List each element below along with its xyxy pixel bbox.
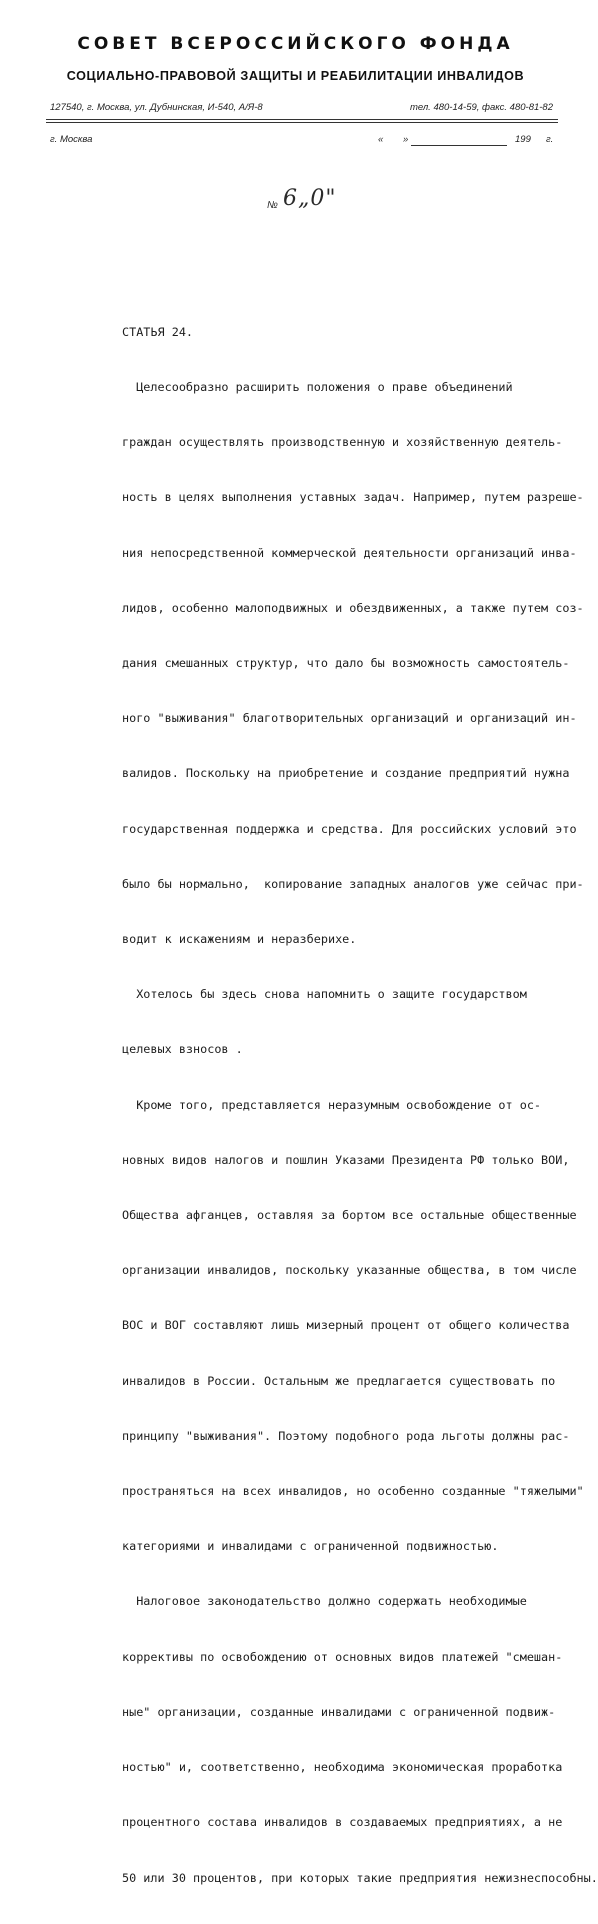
body-line: ного "выживания" благотворительных организаций и организаций ин- <box>122 711 577 726</box>
body-line: ВОС и ВОГ составляют лишь мизерный процент от общего количества <box>122 1318 570 1333</box>
date-open-quote: « <box>378 134 384 145</box>
body-line: принципу "выживания". Поэтому подобного рода льготы должны рас- <box>122 1428 570 1443</box>
org-address: 127540, г. Москва, ул. Дубнинская, И-540, А/Я-8 <box>50 102 263 113</box>
article-body <box>122 286 598 1924</box>
date-year: 199 <box>515 134 531 145</box>
body-line: Хотелось бы здесь снова напомнить о защите государством <box>122 987 527 1002</box>
letterhead-rule-thin <box>46 122 558 123</box>
org-title: СОВЕТ ВСЕРОССИЙСКОГО ФОНДА <box>77 34 514 54</box>
body-line: новных видов налогов и пошлин Указами Президента РФ только ВОИ, <box>122 1152 570 1167</box>
body-line: дания смешанных структур, что дало бы возможность самостоятель- <box>122 656 570 671</box>
body-line: 50 или 30 процентов, при которых такие предприятия нежизнеспособны. <box>122 1870 598 1885</box>
org-subtitle: СОЦИАЛЬНО-ПРАВОВОЙ ЗАЩИТЫ И РЕАБИЛИТАЦИИ ИНВАЛИДОВ <box>66 69 525 83</box>
registration-number-handwritten: 6„0" <box>283 186 337 211</box>
article-heading: СТАТЬЯ 24. <box>122 324 194 339</box>
body-line: лидов, особенно малоподвижных и обездвиженных, а также путем соз- <box>122 600 584 615</box>
body-line: категориями и инвалидами с ограниченной подвижностью. <box>122 1539 499 1554</box>
body-line: ностью" и, соответственно, необходима экономическая проработка <box>122 1760 563 1775</box>
body-line: ния непосредственной коммерческой деятельности организаций инва- <box>122 545 577 560</box>
date-field <box>378 134 558 148</box>
body-line: валидов. Поскольку на приобретение и создание предприятий нужна <box>122 766 570 781</box>
body-line: граждан осуществлять производственную и хозяйственную деятель- <box>122 435 563 450</box>
body-line: процентного состава инвалидов в создаваемых предприятиях, а не <box>122 1815 563 1830</box>
registration-number-label: № <box>267 200 278 211</box>
body-line: коррективы по освобождению от основных видов платежей "смешан- <box>122 1649 563 1664</box>
body-line: инвалидов в России. Остальным же предлагается существовать по <box>122 1373 556 1388</box>
body-line: пространяться на всех инвалидов, но особенно созданные "тяжелыми" <box>122 1484 584 1499</box>
org-phones: тел. 480-14-59, факс. 480-81-82 <box>409 102 553 113</box>
letterhead-rule <box>46 119 558 120</box>
body-line: ность в целях выполнения уставных задач. Например, путем разреше- <box>122 490 584 505</box>
body-line: Налоговое законодательство должно содержать необходимые <box>122 1594 527 1609</box>
body-line: водит к искажениям и неразберихе. <box>122 932 357 947</box>
date-underline <box>411 145 507 146</box>
body-line: было бы нормально, копирование западных аналогов уже сейчас при- <box>122 876 584 891</box>
body-line: Кроме того, представляется неразумным освобождение от ос- <box>122 1097 542 1112</box>
date-year-suffix: г. <box>546 134 554 145</box>
date-close-quote: » <box>403 134 409 145</box>
body-line: организации инвалидов, поскольку указанные общества, в том числе <box>122 1263 577 1278</box>
body-line: ные" организации, созданные инвалидами с ограниченной подвиж- <box>122 1704 556 1719</box>
body-line: государственная поддержка и средства. Для российских условий это <box>122 821 577 836</box>
body-line: Целесообразно расширить положения о праве объединений <box>122 380 513 395</box>
body-line: Общества афганцев, оставляя за бортом все остальные общественные <box>122 1208 577 1223</box>
body-line: целевых взносов . <box>122 1042 243 1057</box>
city-label: г. Москва <box>50 134 93 145</box>
